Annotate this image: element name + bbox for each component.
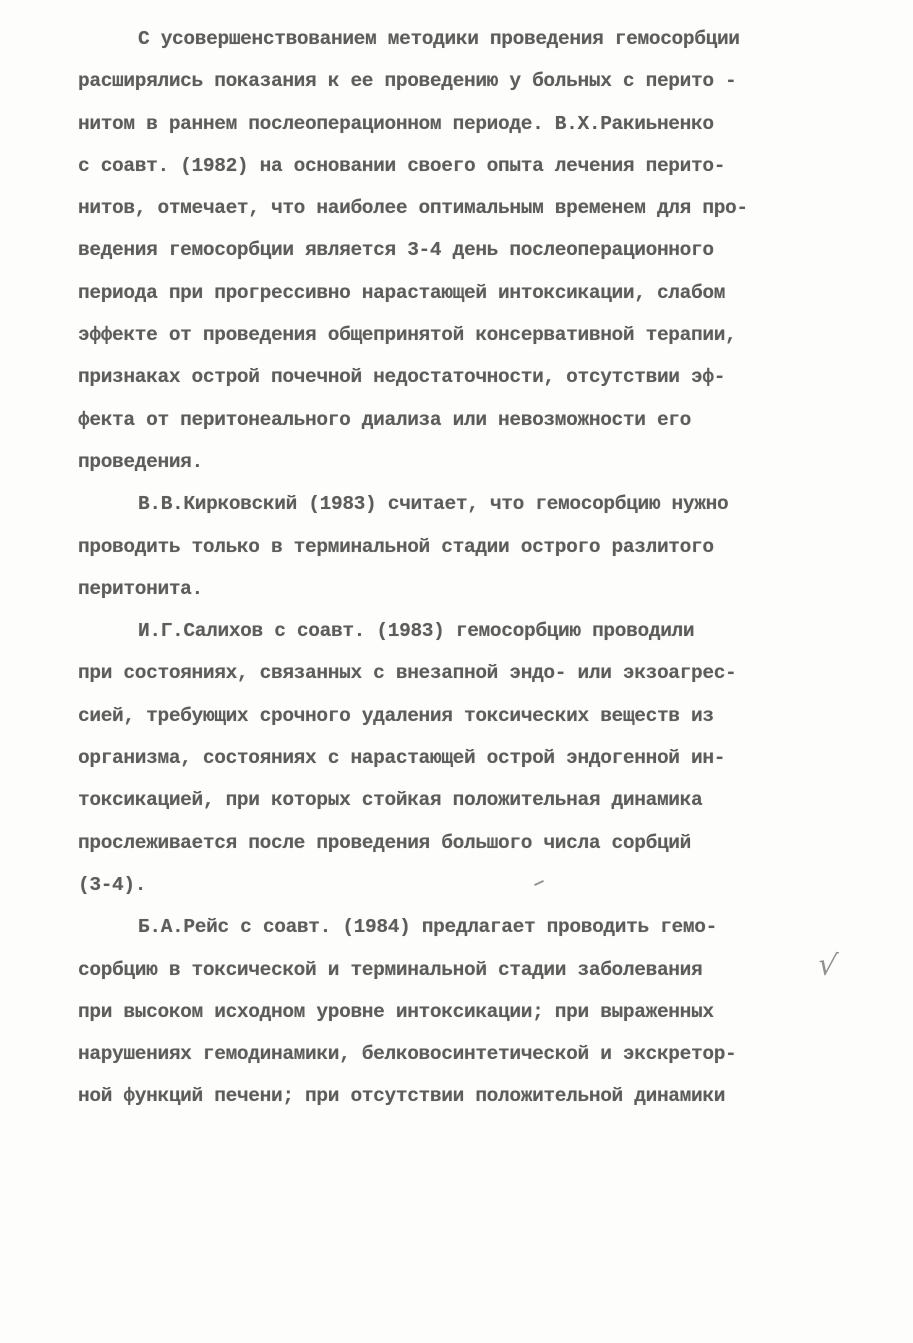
text-line: И.Г.Салихов с соавт. (1983) гемосорбцию проводили	[138, 620, 695, 643]
text-line: нитом в раннем послеоперационном периоде. В.Х.Ракиьненко	[78, 112, 714, 135]
text-line: Б.А.Рейс с соавт. (1984) предлагает проводить гемо-	[138, 916, 717, 939]
text-line: расширялись показания к ее проведению у больных с перито -	[78, 70, 737, 93]
document-body	[78, 18, 838, 1118]
text-line: с соавт. (1982) на основании своего опыта лечения перито-	[78, 154, 726, 177]
text-line: эффекте от проведения общепринятой консервативной терапии,	[78, 324, 737, 347]
text-line: при состояниях, связанных с внезапной эндо- или экзоагрес-	[78, 662, 737, 685]
text-line: проведения.	[78, 450, 203, 473]
text-line: токсикацией, при которых стойкая положительная динамика	[78, 789, 703, 812]
margin-checkmark: √	[815, 946, 840, 985]
text-line: (3-4).	[78, 873, 147, 896]
text-line: нарушениях гемодинамики, белковосинтетической и экскретор-	[78, 1043, 737, 1066]
text-line: организма, состояниях с нарастающей острой эндогенной ин-	[78, 747, 726, 770]
text-line: ведения гемосорбции является 3-4 день послеоперационного	[78, 239, 714, 262]
text-line: нитов, отмечает, что наиболее оптимальным временем для про-	[78, 197, 748, 220]
text-line: ной функций печени; при отсутствии положительной динамики	[78, 1085, 726, 1108]
paragraph-2	[78, 483, 838, 610]
paragraph-4	[78, 906, 838, 1117]
text-line: В.В.Кирковский (1983) считает, что гемосорбцию нужно	[138, 493, 729, 516]
paragraph-3	[78, 610, 838, 906]
text-line: перитонита.	[78, 577, 203, 600]
paragraph-1	[78, 18, 838, 483]
text-line: периода при прогрессивно нарастающей интоксикации, слабом	[78, 281, 726, 304]
text-line: сией, требующих срочного удаления токсических веществ из	[78, 704, 714, 727]
text-line: прослеживается после проведения большого числа сорбций	[78, 831, 692, 854]
text-line: при высоком исходном уровне интоксикации; при выраженных	[78, 1000, 714, 1023]
text-line: С усовершенствованием методики проведения гемосорбции	[138, 28, 740, 50]
text-line: признаках острой почечной недостаточности, отсутствии эф-	[78, 366, 726, 389]
text-line: сорбцию в токсической и терминальной стадии заболевания	[78, 958, 703, 981]
text-line: фекта от перитонеального диализа или невозможности его	[78, 408, 692, 431]
text-line: проводить только в терминальной стадии острого разлитого	[78, 535, 714, 558]
